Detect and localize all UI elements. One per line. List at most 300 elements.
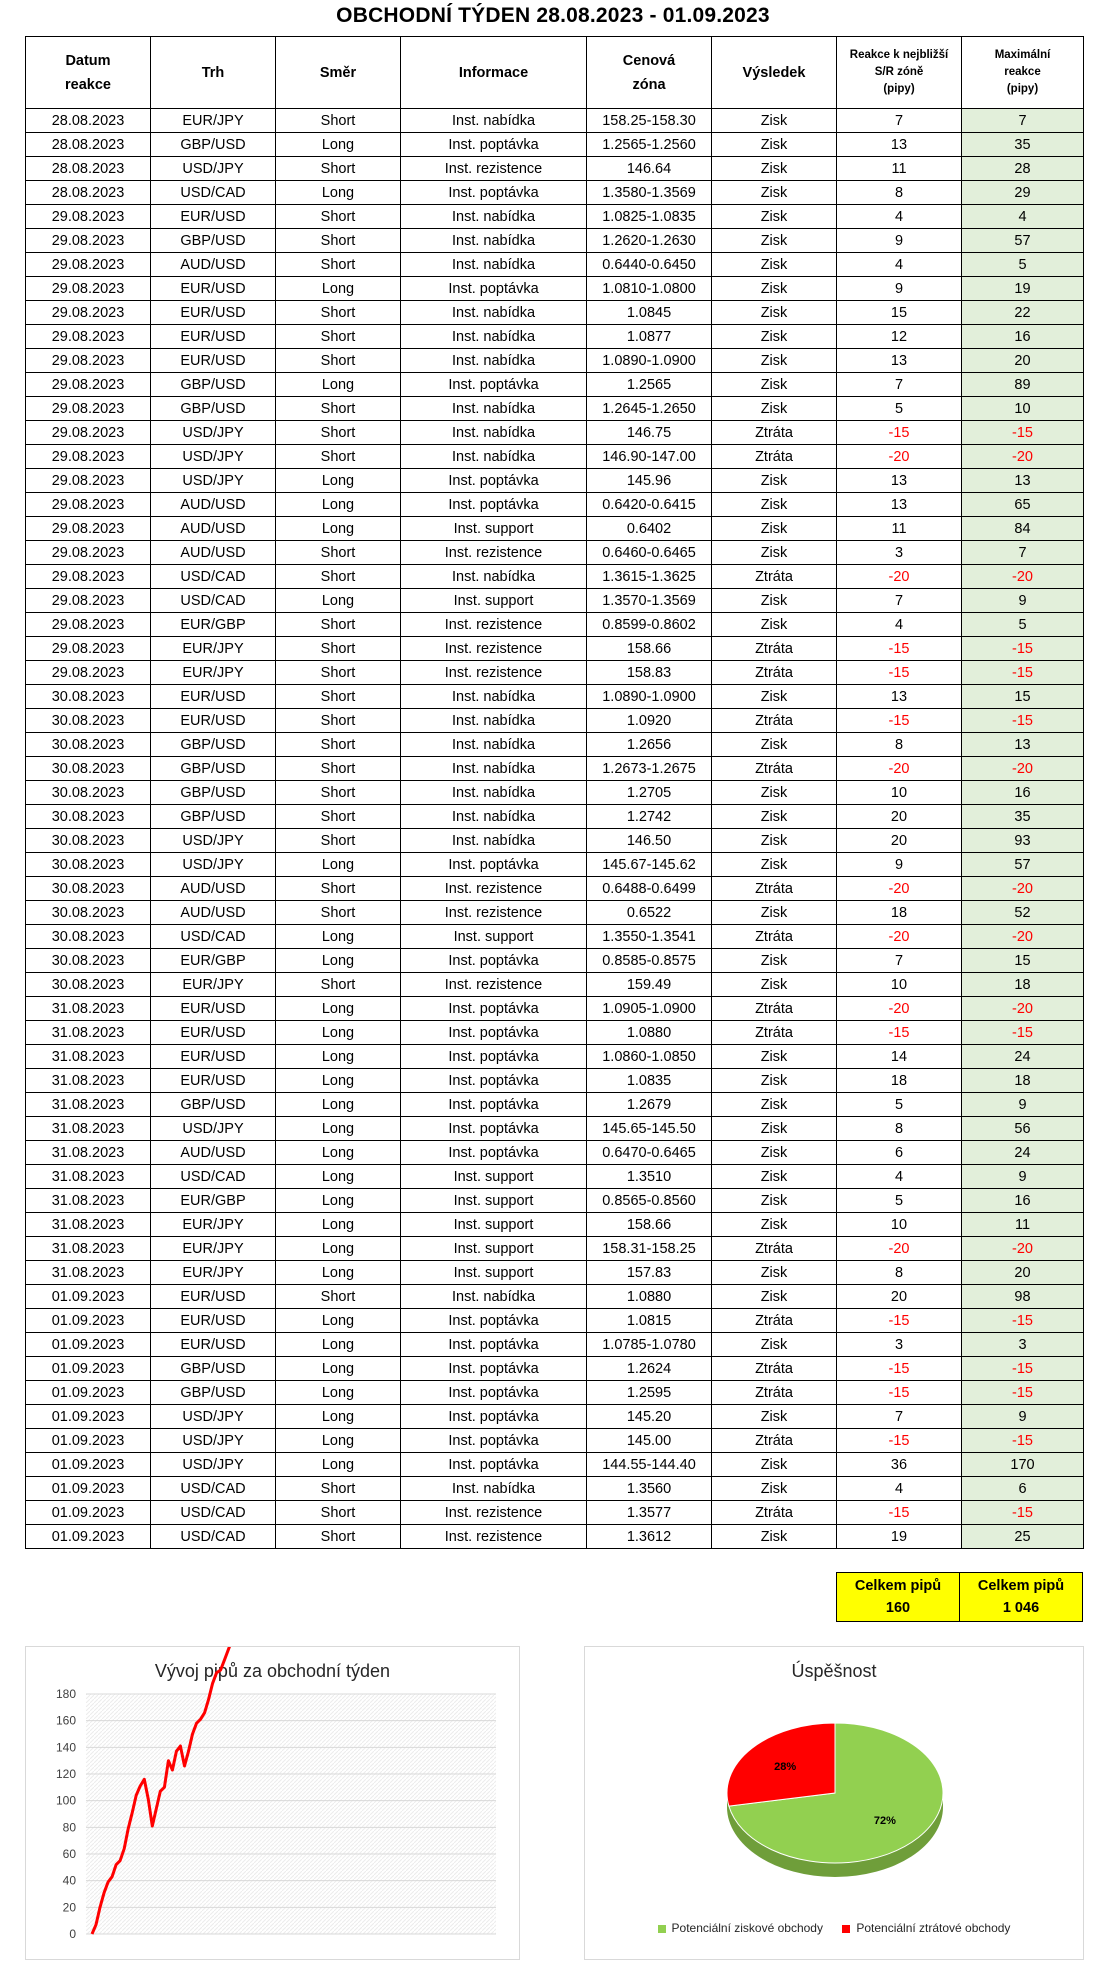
cell-market: AUD/USD <box>151 901 276 925</box>
pie-chart-title: Úspěšnost <box>791 1661 877 1681</box>
cell-direction: Long <box>276 1069 401 1093</box>
cell-market: GBP/USD <box>151 805 276 829</box>
cell-direction: Long <box>276 517 401 541</box>
table-row <box>26 517 1084 541</box>
cell-info: Inst. poptávka <box>401 949 587 973</box>
cell-market: USD/CAD <box>151 1165 276 1189</box>
cell-info: Inst. poptávka <box>401 1117 587 1141</box>
cell-reaction: 7 <box>837 589 962 613</box>
cell-result: Zisk <box>712 1333 837 1357</box>
cell-info: Inst. nabídka <box>401 565 587 589</box>
cell-info: Inst. poptávka <box>401 1453 587 1477</box>
cell-market: USD/CAD <box>151 565 276 589</box>
table-row <box>26 1237 1084 1261</box>
cell-date: 30.08.2023 <box>26 901 151 925</box>
cell-max-reaction: 84 <box>962 517 1084 541</box>
cell-market: USD/JPY <box>151 853 276 877</box>
totals-table <box>836 1572 1083 1622</box>
y-tick-label: 100 <box>55 1793 76 1808</box>
cell-direction: Short <box>276 973 401 997</box>
table-row <box>26 1213 1084 1237</box>
cell-reaction: -15 <box>837 1021 962 1045</box>
cell-max-reaction: 15 <box>962 685 1084 709</box>
cell-direction: Long <box>276 997 401 1021</box>
cell-info: Inst. nabídka <box>401 445 587 469</box>
cell-zone: 1.3580-1.3569 <box>587 181 712 205</box>
table-row <box>26 1405 1084 1429</box>
cell-zone: 158.66 <box>587 1213 712 1237</box>
cell-market: AUD/USD <box>151 1141 276 1165</box>
cell-direction: Short <box>276 541 401 565</box>
cell-reaction: 4 <box>837 613 962 637</box>
cell-reaction: 7 <box>837 949 962 973</box>
cell-info: Inst. poptávka <box>401 1093 587 1117</box>
cell-market: EUR/USD <box>151 1309 276 1333</box>
table-row <box>26 661 1084 685</box>
cell-reaction: 8 <box>837 733 962 757</box>
cell-direction: Short <box>276 205 401 229</box>
cell-zone: 158.83 <box>587 661 712 685</box>
cell-zone: 1.3550-1.3541 <box>587 925 712 949</box>
cell-direction: Long <box>276 1093 401 1117</box>
cell-reaction: 5 <box>837 397 962 421</box>
cell-direction: Long <box>276 1453 401 1477</box>
cell-result: Zisk <box>712 277 837 301</box>
cell-max-reaction: 7 <box>962 541 1084 565</box>
cell-market: EUR/USD <box>151 997 276 1021</box>
cell-date: 01.09.2023 <box>26 1525 151 1549</box>
cell-reaction: 7 <box>837 1405 962 1429</box>
cell-direction: Short <box>276 805 401 829</box>
cell-direction: Short <box>276 1477 401 1501</box>
cell-date: 31.08.2023 <box>26 1261 151 1285</box>
cell-result: Ztráta <box>712 421 837 445</box>
table-row <box>26 685 1084 709</box>
cell-zone: 145.65-145.50 <box>587 1117 712 1141</box>
cell-reaction: -15 <box>837 637 962 661</box>
cell-direction: Long <box>276 277 401 301</box>
cell-date: 29.08.2023 <box>26 589 151 613</box>
cell-max-reaction: -15 <box>962 709 1084 733</box>
cell-direction: Long <box>276 1261 401 1285</box>
table-row <box>26 493 1084 517</box>
cell-zone: 146.90-147.00 <box>587 445 712 469</box>
cell-zone: 1.3577 <box>587 1501 712 1525</box>
cell-reaction: 9 <box>837 229 962 253</box>
cell-date: 29.08.2023 <box>26 493 151 517</box>
table-row <box>26 469 1084 493</box>
cell-market: EUR/JPY <box>151 1261 276 1285</box>
table-row <box>26 973 1084 997</box>
cell-info: Inst. nabídka <box>401 685 587 709</box>
cell-market: GBP/USD <box>151 1357 276 1381</box>
table-row <box>26 709 1084 733</box>
cell-zone: 1.0920 <box>587 709 712 733</box>
table-row <box>26 1117 1084 1141</box>
cell-zone: 1.3560 <box>587 1477 712 1501</box>
cell-reaction: 4 <box>837 1477 962 1501</box>
cell-direction: Short <box>276 1285 401 1309</box>
cell-info: Inst. nabídka <box>401 781 587 805</box>
cell-reaction: -15 <box>837 709 962 733</box>
cell-direction: Short <box>276 253 401 277</box>
cell-max-reaction: 56 <box>962 1117 1084 1141</box>
cell-result: Ztráta <box>712 1357 837 1381</box>
cell-result: Ztráta <box>712 757 837 781</box>
cell-zone: 0.8585-0.8575 <box>587 949 712 973</box>
cell-info: Inst. rezistence <box>401 973 587 997</box>
cell-direction: Long <box>276 853 401 877</box>
table-header-row <box>26 37 1084 109</box>
line-chart-title: Vývoj pipů za obchodní týden <box>154 1661 391 1681</box>
table-row <box>26 277 1084 301</box>
cell-max-reaction: 10 <box>962 397 1084 421</box>
cell-result: Ztráta <box>712 1021 837 1045</box>
cell-reaction: 14 <box>837 1045 962 1069</box>
cell-market: EUR/USD <box>151 685 276 709</box>
cell-zone: 1.0835 <box>587 1069 712 1093</box>
cell-info: Inst. poptávka <box>401 997 587 1021</box>
cell-date: 28.08.2023 <box>26 133 151 157</box>
cell-market: EUR/USD <box>151 1021 276 1045</box>
table-row <box>26 1453 1084 1477</box>
cell-result: Zisk <box>712 613 837 637</box>
table-row <box>26 829 1084 853</box>
cell-result: Zisk <box>712 469 837 493</box>
table-row <box>26 1429 1084 1453</box>
cell-date: 29.08.2023 <box>26 661 151 685</box>
cell-market: EUR/USD <box>151 325 276 349</box>
cell-market: USD/CAD <box>151 181 276 205</box>
cell-info: Inst. poptávka <box>401 1141 587 1165</box>
table-row <box>26 1189 1084 1213</box>
cell-zone: 1.0860-1.0850 <box>587 1045 712 1069</box>
table-row <box>26 637 1084 661</box>
cell-info: Inst. poptávka <box>401 1309 587 1333</box>
cell-reaction: 20 <box>837 805 962 829</box>
plot-area <box>86 1694 496 1934</box>
cell-market: GBP/USD <box>151 757 276 781</box>
cell-info: Inst. nabídka <box>401 253 587 277</box>
cell-zone: 1.2742 <box>587 805 712 829</box>
cell-direction: Short <box>276 661 401 685</box>
header-direction: Směr <box>276 37 401 109</box>
cell-market: AUD/USD <box>151 877 276 901</box>
table-row <box>26 157 1084 181</box>
cell-zone: 0.6460-0.6465 <box>587 541 712 565</box>
cell-reaction: 13 <box>837 469 962 493</box>
cell-result: Zisk <box>712 1477 837 1501</box>
cell-market: EUR/USD <box>151 1285 276 1309</box>
cell-zone: 0.6420-0.6415 <box>587 493 712 517</box>
cell-direction: Short <box>276 901 401 925</box>
y-tick-label: 160 <box>55 1713 76 1728</box>
cell-max-reaction: -15 <box>962 1381 1084 1405</box>
cell-date: 30.08.2023 <box>26 925 151 949</box>
cell-result: Zisk <box>712 349 837 373</box>
cell-market: GBP/USD <box>151 1093 276 1117</box>
cell-date: 29.08.2023 <box>26 397 151 421</box>
cell-market: USD/CAD <box>151 1477 276 1501</box>
cell-zone: 1.0815 <box>587 1309 712 1333</box>
cell-max-reaction: 3 <box>962 1333 1084 1357</box>
trades-body <box>26 109 1084 1549</box>
table-row <box>26 205 1084 229</box>
cell-direction: Short <box>276 781 401 805</box>
cell-zone: 0.6440-0.6450 <box>587 253 712 277</box>
cell-reaction: -15 <box>837 1381 962 1405</box>
cell-direction: Long <box>276 1189 401 1213</box>
table-row <box>26 421 1084 445</box>
cell-info: Inst. poptávka <box>401 1405 587 1429</box>
cell-zone: 144.55-144.40 <box>587 1453 712 1477</box>
cell-date: 30.08.2023 <box>26 757 151 781</box>
cell-max-reaction: 18 <box>962 973 1084 997</box>
cell-date: 31.08.2023 <box>26 1213 151 1237</box>
cell-result: Zisk <box>712 949 837 973</box>
cell-reaction: 13 <box>837 349 962 373</box>
cell-reaction: 18 <box>837 901 962 925</box>
cell-market: EUR/GBP <box>151 949 276 973</box>
table-row <box>26 949 1084 973</box>
cell-info: Inst. nabídka <box>401 733 587 757</box>
cell-market: EUR/USD <box>151 349 276 373</box>
cell-zone: 1.2673-1.2675 <box>587 757 712 781</box>
cell-market: EUR/USD <box>151 1045 276 1069</box>
cell-info: Inst. nabídka <box>401 109 587 133</box>
cell-reaction: 10 <box>837 781 962 805</box>
cell-market: USD/JPY <box>151 1429 276 1453</box>
cell-date: 29.08.2023 <box>26 253 151 277</box>
pie-data-label: 72% <box>873 1814 896 1827</box>
cell-reaction: 12 <box>837 325 962 349</box>
cell-max-reaction: 25 <box>962 1525 1084 1549</box>
cell-market: EUR/JPY <box>151 1237 276 1261</box>
cell-result: Ztráta <box>712 661 837 685</box>
cell-date: 29.08.2023 <box>26 613 151 637</box>
cell-result: Zisk <box>712 493 837 517</box>
table-row <box>26 133 1084 157</box>
cell-date: 29.08.2023 <box>26 421 151 445</box>
cell-date: 29.08.2023 <box>26 565 151 589</box>
cell-reaction: 20 <box>837 1285 962 1309</box>
cell-direction: Short <box>276 757 401 781</box>
cell-result: Zisk <box>712 1213 837 1237</box>
cell-info: Inst. rezistence <box>401 1501 587 1525</box>
y-tick-label: 80 <box>62 1820 76 1835</box>
cell-max-reaction: 16 <box>962 1189 1084 1213</box>
cell-max-reaction: 9 <box>962 1093 1084 1117</box>
cell-direction: Short <box>276 109 401 133</box>
cell-direction: Short <box>276 685 401 709</box>
cell-result: Ztráta <box>712 1429 837 1453</box>
cell-result: Zisk <box>712 829 837 853</box>
cell-direction: Short <box>276 877 401 901</box>
cell-info: Inst. poptávka <box>401 181 587 205</box>
cell-direction: Short <box>276 565 401 589</box>
table-row <box>26 397 1084 421</box>
y-tick-label: 20 <box>62 1900 76 1915</box>
cell-direction: Short <box>276 709 401 733</box>
cell-direction: Long <box>276 1141 401 1165</box>
table-row <box>26 1141 1084 1165</box>
cell-zone: 1.0905-1.0900 <box>587 997 712 1021</box>
cell-reaction: 13 <box>837 493 962 517</box>
table-row <box>26 373 1084 397</box>
cell-date: 31.08.2023 <box>26 1141 151 1165</box>
cell-market: EUR/JPY <box>151 1213 276 1237</box>
cell-zone: 1.2705 <box>587 781 712 805</box>
cell-direction: Long <box>276 1429 401 1453</box>
cell-info: Inst. rezistence <box>401 901 587 925</box>
table-row <box>26 853 1084 877</box>
cell-date: 30.08.2023 <box>26 877 151 901</box>
cell-max-reaction: -20 <box>962 877 1084 901</box>
table-row <box>26 1261 1084 1285</box>
cell-info: Inst. poptávka <box>401 853 587 877</box>
cell-info: Inst. poptávka <box>401 133 587 157</box>
cell-max-reaction: 16 <box>962 781 1084 805</box>
cell-date: 29.08.2023 <box>26 349 151 373</box>
cell-reaction: -20 <box>837 757 962 781</box>
cell-direction: Short <box>276 397 401 421</box>
cell-max-reaction: -15 <box>962 1357 1084 1381</box>
cell-zone: 1.0845 <box>587 301 712 325</box>
table-row <box>26 181 1084 205</box>
cell-max-reaction: 98 <box>962 1285 1084 1309</box>
cell-info: Inst. nabídka <box>401 229 587 253</box>
cell-direction: Long <box>276 1309 401 1333</box>
cell-max-reaction: -20 <box>962 757 1084 781</box>
cell-result: Zisk <box>712 301 837 325</box>
cell-result: Zisk <box>712 181 837 205</box>
cell-direction: Short <box>276 229 401 253</box>
cell-max-reaction: -20 <box>962 565 1084 589</box>
cell-reaction: 3 <box>837 1333 962 1357</box>
total-pips-cell: Celkem pipů 160 <box>837 1573 960 1622</box>
cell-date: 28.08.2023 <box>26 157 151 181</box>
cell-result: Zisk <box>712 1453 837 1477</box>
cell-market: EUR/JPY <box>151 637 276 661</box>
cell-max-reaction: 9 <box>962 1165 1084 1189</box>
table-row <box>26 1477 1084 1501</box>
cell-direction: Short <box>276 445 401 469</box>
cell-direction: Short <box>276 1501 401 1525</box>
cell-direction: Long <box>276 469 401 493</box>
cell-result: Zisk <box>712 1069 837 1093</box>
cell-date: 31.08.2023 <box>26 1237 151 1261</box>
cell-direction: Long <box>276 181 401 205</box>
y-tick-label: 120 <box>55 1767 76 1781</box>
cell-result: Zisk <box>712 541 837 565</box>
cell-max-reaction: 19 <box>962 277 1084 301</box>
cell-info: Inst. poptávka <box>401 1357 587 1381</box>
cell-reaction: 13 <box>837 685 962 709</box>
pie-chart <box>584 1646 1084 1960</box>
cell-market: USD/JPY <box>151 1117 276 1141</box>
cell-max-reaction: 16 <box>962 325 1084 349</box>
cell-direction: Long <box>276 949 401 973</box>
cell-date: 29.08.2023 <box>26 229 151 253</box>
table-row <box>26 1285 1084 1309</box>
cell-reaction: 6 <box>837 1141 962 1165</box>
cell-max-reaction: 13 <box>962 469 1084 493</box>
cell-info: Inst. support <box>401 925 587 949</box>
cell-direction: Long <box>276 1357 401 1381</box>
cell-market: EUR/GBP <box>151 613 276 637</box>
cell-max-reaction: 6 <box>962 1477 1084 1501</box>
cell-date: 29.08.2023 <box>26 277 151 301</box>
cell-market: GBP/USD <box>151 373 276 397</box>
cell-info: Inst. nabídka <box>401 421 587 445</box>
cell-market: EUR/JPY <box>151 109 276 133</box>
cell-date: 29.08.2023 <box>26 517 151 541</box>
table-row <box>26 733 1084 757</box>
cell-reaction: 36 <box>837 1453 962 1477</box>
cell-zone: 158.31-158.25 <box>587 1237 712 1261</box>
cell-info: Inst. nabídka <box>401 709 587 733</box>
cell-reaction: 9 <box>837 277 962 301</box>
cell-max-reaction: -20 <box>962 1237 1084 1261</box>
cell-result: Zisk <box>712 253 837 277</box>
cell-market: USD/JPY <box>151 157 276 181</box>
cell-date: 31.08.2023 <box>26 1069 151 1093</box>
cell-reaction: 4 <box>837 1165 962 1189</box>
cell-reaction: 8 <box>837 1117 962 1141</box>
y-tick-label: 60 <box>62 1847 76 1861</box>
legend-swatch-red <box>842 1925 850 1933</box>
cell-reaction: 7 <box>837 373 962 397</box>
cell-result: Zisk <box>712 1525 837 1549</box>
cell-zone: 1.0810-1.0800 <box>587 277 712 301</box>
cell-max-reaction: 57 <box>962 853 1084 877</box>
cell-zone: 1.3615-1.3625 <box>587 565 712 589</box>
cell-reaction: 5 <box>837 1189 962 1213</box>
cell-max-reaction: 65 <box>962 493 1084 517</box>
cell-direction: Short <box>276 733 401 757</box>
cell-info: Inst. poptávka <box>401 1381 587 1405</box>
cell-result: Zisk <box>712 1189 837 1213</box>
cell-zone: 145.00 <box>587 1429 712 1453</box>
header-reaction: Reakce k nejbližší S/R zóně (pipy) <box>837 37 962 109</box>
cell-zone: 1.2565 <box>587 373 712 397</box>
cell-reaction: 11 <box>837 517 962 541</box>
cell-zone: 1.0825-1.0835 <box>587 205 712 229</box>
cell-market: GBP/USD <box>151 397 276 421</box>
cell-direction: Long <box>276 1165 401 1189</box>
header-info: Informace <box>401 37 587 109</box>
table-row <box>26 1333 1084 1357</box>
header-max-reaction: Maximální reakce (pipy) <box>962 37 1084 109</box>
line-chart <box>25 1646 520 1960</box>
cell-result: Zisk <box>712 205 837 229</box>
cell-info: Inst. support <box>401 1213 587 1237</box>
cell-date: 30.08.2023 <box>26 709 151 733</box>
cell-info: Inst. support <box>401 1165 587 1189</box>
cell-info: Inst. support <box>401 1189 587 1213</box>
cell-market: GBP/USD <box>151 781 276 805</box>
cell-reaction: 8 <box>837 1261 962 1285</box>
cell-date: 29.08.2023 <box>26 445 151 469</box>
table-row <box>26 541 1084 565</box>
cell-max-reaction: -15 <box>962 1309 1084 1333</box>
cell-info: Inst. support <box>401 1237 587 1261</box>
cell-date: 01.09.2023 <box>26 1501 151 1525</box>
cell-result: Zisk <box>712 373 837 397</box>
cell-reaction: 10 <box>837 973 962 997</box>
table-row <box>26 1381 1084 1405</box>
table-row <box>26 229 1084 253</box>
